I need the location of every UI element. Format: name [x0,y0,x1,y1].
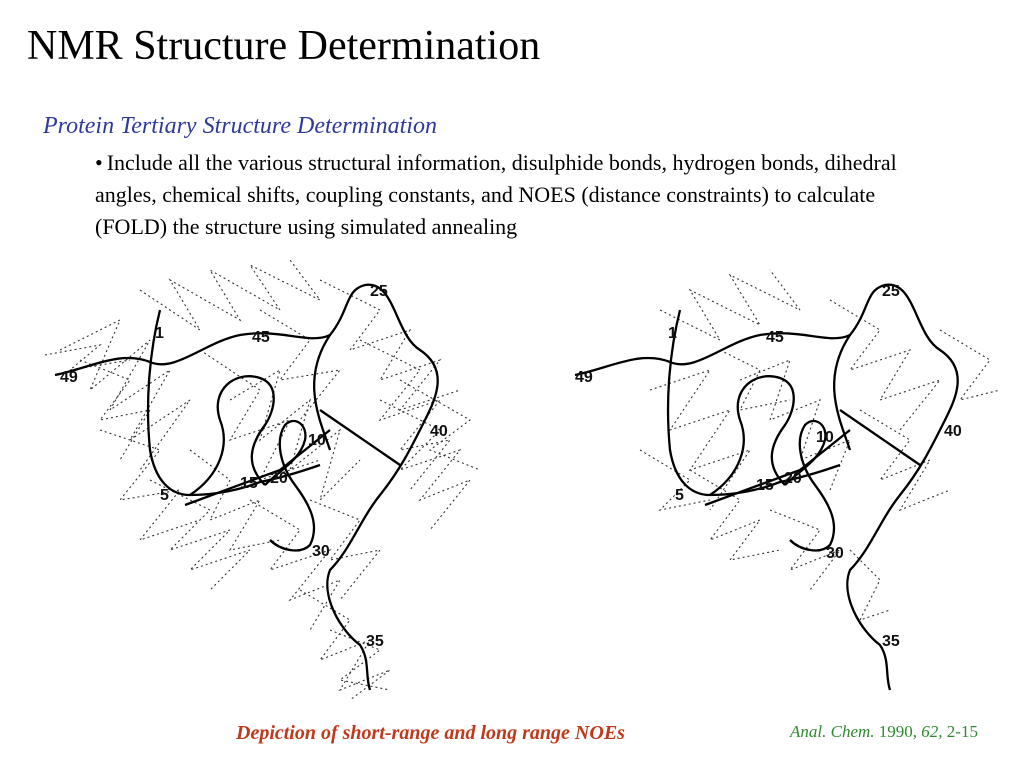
left-label-15: 15 [240,475,258,492]
left-label-49: 49 [60,369,78,386]
right-residue-labels [575,283,962,650]
left-label-30: 30 [312,543,330,560]
citation [790,722,978,742]
right-label-5: 5 [675,487,684,504]
citation-journal: Anal. Chem. [790,722,875,741]
figure-caption: Depiction of short-range and long range NOEs [236,722,625,744]
right-label-10: 10 [816,429,834,446]
left-label-35: 35 [366,633,384,650]
slide-subtitle: Protein Tertiary Structure Determination [43,113,437,139]
left-label-25: 25 [370,283,388,300]
citation-year: 1990, [878,722,918,741]
left-label-20: 20 [270,470,288,487]
left-label-10: 10 [308,432,326,449]
left-structure-diagram [45,260,480,700]
left-noe-dotted-lines [45,260,480,700]
citation-pages: 2-15 [946,722,978,741]
right-label-49: 49 [575,369,593,386]
right-label-40: 40 [944,423,962,440]
right-label-30: 30 [826,545,844,562]
bullet-point [95,147,935,243]
right-label-25: 25 [882,283,900,300]
left-label-40: 40 [430,423,448,440]
left-label-1: 1 [155,325,164,342]
citation-volume: 62, [921,722,943,741]
right-label-45: 45 [766,329,784,346]
right-label-20: 20 [784,470,802,487]
bullet-text: Include all the various structural information, disulphide bonds, hydrogen bonds, dihedral angles, chemical shifts, coupling constants, and NOES (distance constraints) to calculate (FOLD) the structure using simulated annealing [95,150,897,239]
right-label-15: 15 [756,477,774,494]
bullet-symbol: • [95,150,103,175]
noe-structure-figure [0,250,1024,710]
right-label-1: 1 [668,325,677,342]
left-label-5: 5 [160,487,169,504]
right-structure-diagram [575,270,1000,690]
slide-title: NMR Structure Determination [27,23,541,69]
right-label-35: 35 [882,633,900,650]
left-label-45: 45 [252,329,270,346]
